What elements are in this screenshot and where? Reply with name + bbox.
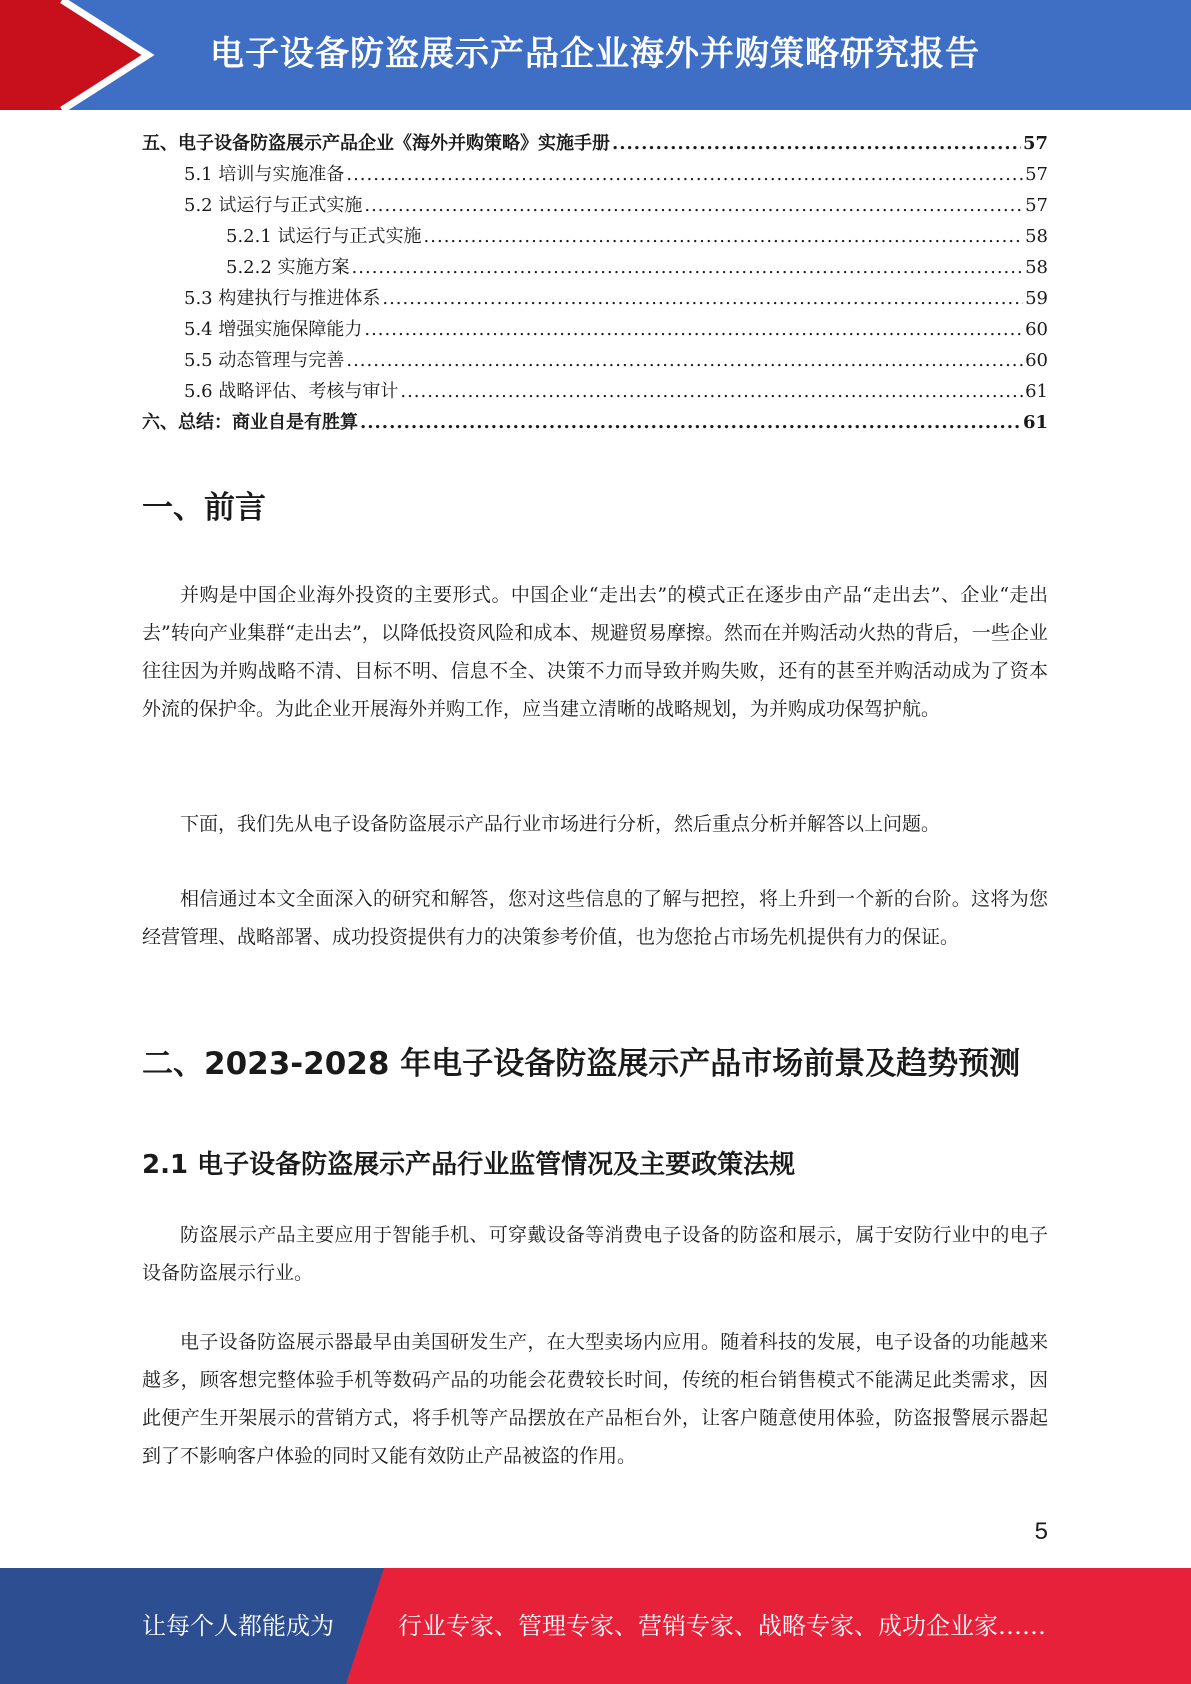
toc-entry-label: 五、电子设备防盗展示产品企业《海外并购策略》实施手册: [142, 133, 610, 154]
arrow-chevron-icon: [0, 0, 200, 110]
toc-entry-label: 5.2 试运行与正式实施: [184, 195, 363, 216]
toc-leader-dots: [382, 283, 1023, 314]
toc-entry[interactable]: [142, 221, 1048, 252]
subsection-heading-regulation: 2.1 电子设备防盗展示产品行业监管情况及主要政策法规: [142, 1150, 796, 1180]
page-number: 5: [1034, 1518, 1048, 1545]
toc-entry-label: 5.6 战略评估、考核与审计: [184, 381, 399, 402]
toc-entry-label: 5.5 动态管理与完善: [184, 350, 345, 371]
toc-entry-page: 57: [1022, 133, 1048, 154]
toc-entry[interactable]: [142, 407, 1048, 438]
toc-leader-dots: [364, 314, 1023, 345]
toc-entry[interactable]: [142, 283, 1048, 314]
toc-entry-page: 57: [1025, 164, 1048, 185]
toc-entry[interactable]: [142, 159, 1048, 190]
toc-entry-label: 5.4 增强实施保障能力: [184, 319, 363, 340]
toc-entry-label: 5.2.1 试运行与正式实施: [226, 226, 422, 247]
toc-entry-page: 61: [1022, 412, 1048, 433]
report-title: 电子设备防盗展示产品企业海外并购策略研究报告: [210, 34, 980, 74]
toc-entry-page: 60: [1025, 319, 1048, 340]
toc-entry[interactable]: [142, 252, 1048, 283]
section-heading-market-forecast: 二、2023-2028 年电子设备防盗展示产品市场前景及趋势预测: [142, 1046, 1021, 1082]
section-heading-preface: 一、前言: [142, 490, 266, 526]
table-of-contents: [142, 128, 1048, 438]
toc-leader-dots: [346, 159, 1023, 190]
toc-leader-dots: [424, 221, 1024, 252]
footer-slogan-right: 行业专家、管理专家、营销专家、战略专家、成功企业家……: [398, 1612, 1046, 1640]
toc-entry-label: 六、总结：商业自是有胜算: [142, 412, 358, 433]
toc-entry-page: 58: [1025, 226, 1048, 247]
paragraph-definition: 防盗展示产品主要应用于智能手机、可穿戴设备等消费电子设备的防盗和展示，属于安防行业中的电子设备防盗展示行业。: [142, 1224, 1048, 1284]
header-banner: [0, 0, 1191, 110]
toc-entry-page: 58: [1025, 257, 1048, 278]
toc-entry[interactable]: [142, 345, 1048, 376]
toc-entry-page: 60: [1025, 350, 1048, 371]
paragraph-value: 相信通过本文全面深入的研究和解答，您对这些信息的了解与把控，将上升到一个新的台阶。这将为您经营管理、战略部署、成功投资提供有力的决策参考价值，也为您抢占市场先机提供有力的保证。: [142, 888, 1048, 948]
toc-entry-page: 57: [1025, 195, 1048, 216]
toc-entry-page: 61: [1025, 381, 1048, 402]
toc-leader-dots: [360, 407, 1021, 438]
paragraph-history: 电子设备防盗展示器最早由美国研发生产，在大型卖场内应用。随着科技的发展，电子设备的功能越来越多，顾客想完整体验手机等数码产品的功能会花费较长时间，传统的柜台销售模式不能满足此类需求，因此便产生开架展示的营销方式，将手机等产品摆放在产品柜台外，让客户随意使用体验，防盗报警展示器起到了不影响客户体验的同时又能有效防止产品被盗的作用。: [142, 1331, 1048, 1467]
footer-slogan-left: 让每个人都能成为: [142, 1612, 334, 1640]
toc-entry-page: 59: [1025, 288, 1048, 309]
toc-entry-label: 5.3 构建执行与推进体系: [184, 288, 381, 309]
toc-leader-dots: [400, 376, 1023, 407]
toc-leader-dots: [364, 190, 1023, 221]
toc-leader-dots: [346, 345, 1023, 376]
toc-entry[interactable]: [142, 128, 1048, 159]
toc-entry[interactable]: [142, 376, 1048, 407]
paragraph-intro: 并购是中国企业海外投资的主要形式。中国企业“走出去”的模式正在逐步由产品“走出去”、企业“走出去”转向产业集群“走出去”，以降低投资风险和成本、规避贸易摩擦。然而在并购活动火热的背后，一些企业往往因为并购战略不清、目标不明、信息不全、决策不力而导致并购失败，还有的甚至并购活动成为了资本外流的保护伞。为此企业开展海外并购工作，应当建立清晰的战略规划，为并购成功保驾护航。: [142, 584, 1048, 720]
toc-entry[interactable]: [142, 190, 1048, 221]
toc-leader-dots: [612, 128, 1021, 159]
paragraph-overview: 下面，我们先从电子设备防盗展示产品行业市场进行分析，然后重点分析并解答以上问题。: [180, 813, 941, 835]
footer-banner: [0, 1568, 1191, 1684]
toc-leader-dots: [352, 252, 1024, 283]
toc-entry-label: 5.2.2 实施方案: [226, 257, 350, 278]
toc-entry-label: 5.1 培训与实施准备: [184, 164, 345, 185]
toc-entry[interactable]: [142, 314, 1048, 345]
